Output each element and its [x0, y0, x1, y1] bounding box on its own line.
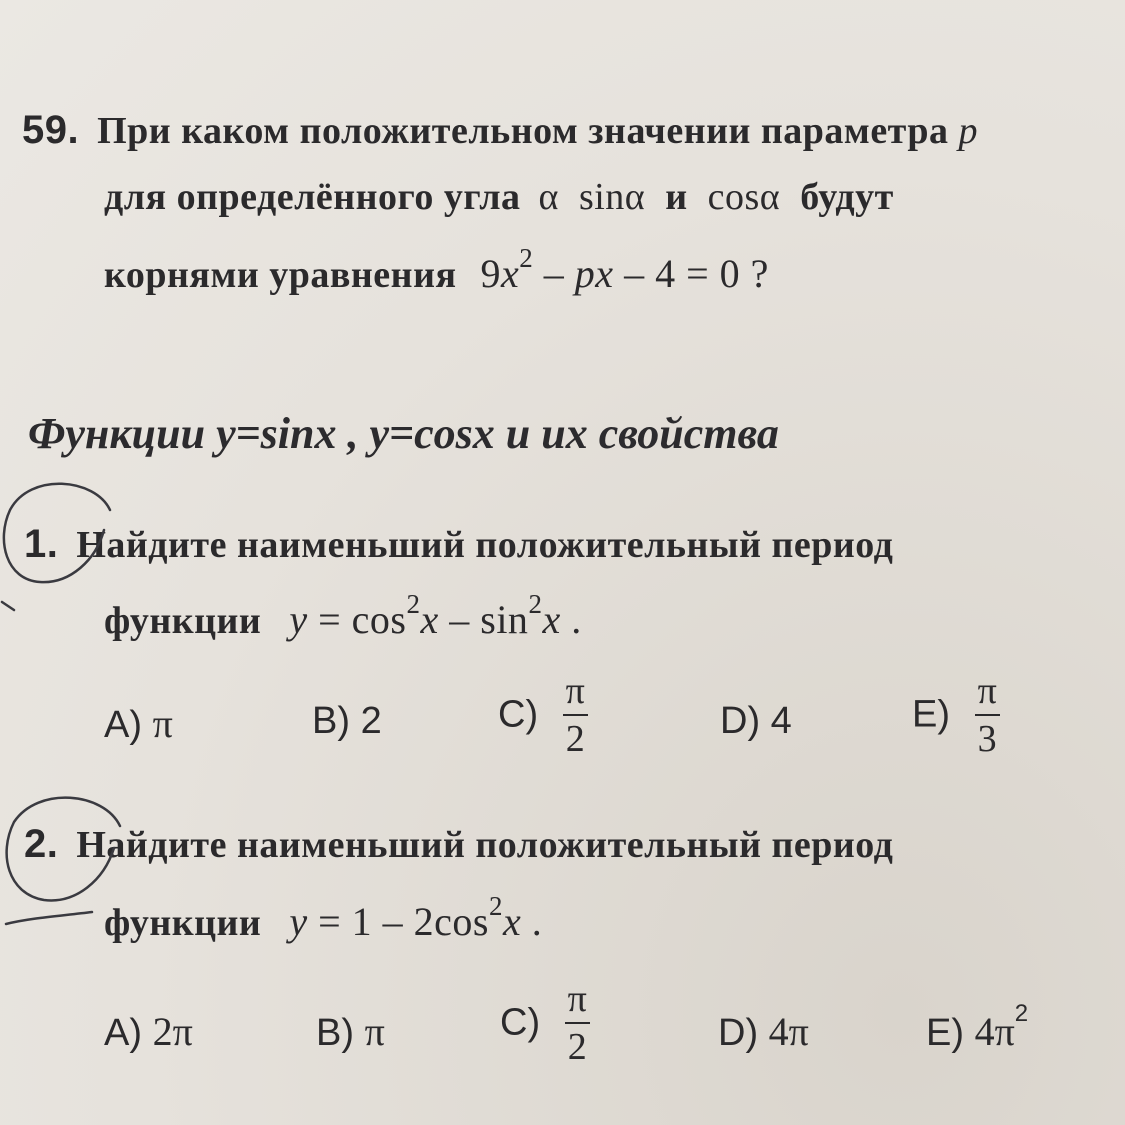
problem-text: для определённого угла: [104, 176, 521, 218]
question-2-line-2: [104, 890, 543, 945]
cos-alpha: cosα: [707, 176, 781, 218]
answer-option-a[interactable]: A) π: [104, 701, 173, 746]
answer-option-e[interactable]: E) $4\pi^2$: [926, 1000, 1029, 1054]
function-label: функции: [104, 902, 262, 944]
problem-59-line-2: [104, 175, 894, 219]
answer-option-e[interactable]: E) $\frac{\pi}{3}$: [912, 672, 1000, 758]
question-number: 2.: [24, 822, 59, 866]
function-label: функции: [104, 600, 262, 642]
equation: $9x^2$ – px – 4 = 0 ?: [480, 242, 769, 296]
problem-number: 59.: [22, 108, 80, 152]
answer-option-b[interactable]: B) π: [316, 1009, 385, 1054]
top-cut-off-line: [40, 0, 1100, 8]
answer-option-b[interactable]: B) 2: [312, 700, 382, 742]
question-1-line-1: [24, 522, 893, 567]
problem-59-line-1: [22, 108, 978, 153]
problem-text: будут: [800, 176, 894, 218]
conjunction: и: [665, 176, 688, 218]
problem-59-line-3: [104, 242, 769, 297]
fraction: $\frac{\pi}{2}$: [563, 672, 588, 758]
answer-option-d[interactable]: D) 4: [720, 700, 792, 742]
question-1-line-2: [104, 588, 582, 643]
fraction: $\frac{\pi}{2}$: [565, 980, 590, 1066]
answer-option-c[interactable]: C) $\frac{\pi}{2}$: [500, 980, 590, 1066]
answer-option-d[interactable]: D) 4π: [718, 1009, 809, 1054]
pencil-circle-mark: [0, 470, 140, 630]
question-2-line-1: [24, 822, 893, 867]
problem-text: корнями уравнения: [104, 254, 457, 296]
problem-text: При каком положительном значении параметра: [97, 110, 949, 152]
fraction: $\frac{\pi}{3}$: [975, 672, 1000, 758]
function-formula: $y = \cos^2x - \sin^2x$ .: [289, 588, 582, 642]
section-title: Функции y=sinx , y=cosx и их свойства: [28, 409, 779, 458]
question-text: Найдите наименьший положительный период: [76, 824, 894, 866]
sin-alpha: sinα: [578, 176, 646, 218]
answer-option-c[interactable]: C) $\frac{\pi}{2}$: [498, 672, 588, 758]
question-number: 1.: [24, 522, 59, 566]
pencil-circle-mark: [0, 782, 150, 952]
alpha-symbol: α: [538, 176, 559, 218]
question-text: Найдите наименьший положительный период: [76, 524, 894, 566]
param-symbol: p: [958, 110, 978, 152]
answer-option-a[interactable]: A) 2π: [104, 1009, 193, 1054]
function-formula: $y = 1 - 2\cos^2x$ .: [289, 890, 543, 944]
